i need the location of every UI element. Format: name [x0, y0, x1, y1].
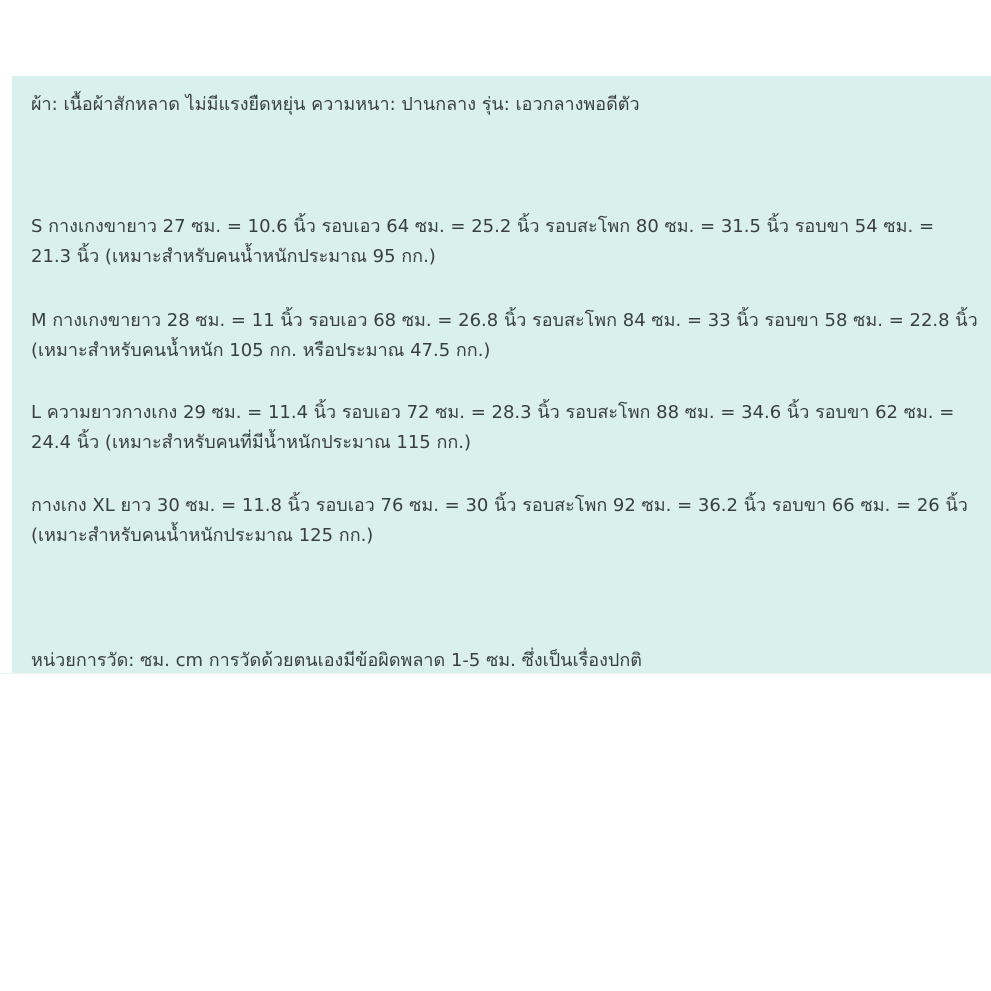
panel-bottom-divider: [0, 673, 991, 674]
size-description-panel: [12, 76, 991, 673]
size-m-text: M กางเกงขายาว 28 ซม. = 11 นิ้ว รอบเอว 68 ซม. = 26.8 นิ้ว รอบสะโพก 84 ซม. = 33 นิ้ว รอบขา 58 ซม. = 22.8 นิ้ว (เหมาะสำหรับคนน้ำหนัก 105 กก. หรือประมาณ 47.5 กก.): [31, 310, 978, 361]
size-s-text: S กางเกงขายาว 27 ซม. = 10.6 นิ้ว รอบเอว 64 ซม. = 25.2 นิ้ว รอบสะโพก 80 ซม. = 31.5 นิ้ว รอบขา 54 ซม. = 21.3 นิ้ว (เหมาะสำหรับคนน้ำหนักประมาณ 95 กก.): [31, 216, 935, 267]
size-l-text: L ความยาวกางเกง 29 ซม. = 11.4 นิ้ว รอบเอว 72 ซม. = 28.3 นิ้ว รอบสะโพก 88 ซม. = 34.6 นิ้ว รอบขา 62 ซม. = 24.4 นิ้ว (เหมาะสำหรับคนที่มีน้ำหนักประมาณ 115 กก.): [31, 402, 955, 453]
size-xl-text: กางเกง XL ยาว 30 ซม. = 11.8 นิ้ว รอบเอว 76 ซม. = 30 นิ้ว รอบสะโพก 92 ซม. = 36.2 นิ้ว รอบขา 66 ซม. = 26 นิ้ว (เหมาะสำหรับคนน้ำหนักประมาณ 125 กก.): [31, 495, 968, 546]
measurement-unit-note: หน่วยการวัด: ซม. cm การวัดด้วยตนเองมีข้อผิดพลาด 1-5 ซม. ซึ่งเป็นเรื่องปกติ: [31, 650, 642, 671]
fabric-info-text: ผ้า: เนื้อผ้าสักหลาด ไม่มีแรงยืดหยุ่น ความหนา: ปานกลาง รุ่น: เอวกลางพอดีตัว: [31, 94, 640, 115]
